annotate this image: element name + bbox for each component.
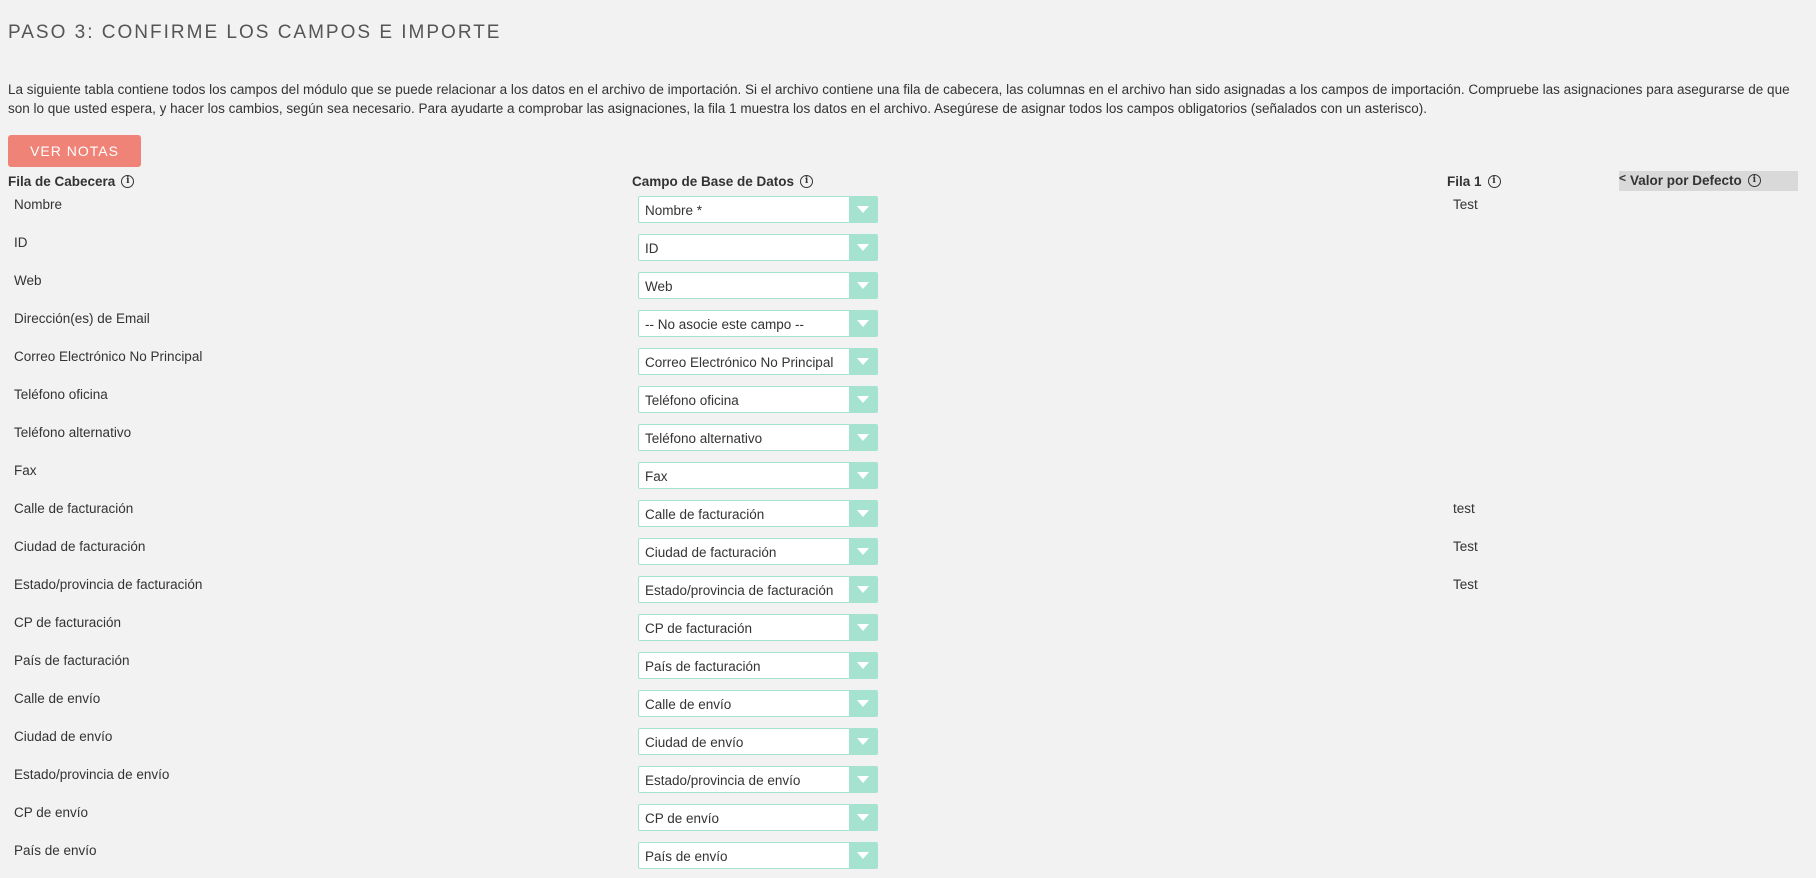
row1-column-header xyxy=(1447,173,1501,191)
db-field-label: Campo de Base de Datos xyxy=(632,174,795,189)
db-field-selected-value: Fax xyxy=(645,469,668,484)
row1-value: Test xyxy=(1453,577,1478,592)
db-field-selected-value: País de facturación xyxy=(645,659,761,674)
header-field-label: Fax xyxy=(14,463,37,478)
db-field-select[interactable] xyxy=(638,576,878,603)
header-field-label: Teléfono alternativo xyxy=(14,425,132,440)
chevron-down-icon[interactable] xyxy=(849,539,877,564)
db-field-select[interactable] xyxy=(638,652,878,679)
db-field-selected-value: Teléfono alternativo xyxy=(645,431,763,446)
db-field-select[interactable] xyxy=(638,842,878,869)
db-field-selected-value: Nombre * xyxy=(645,203,703,218)
db-field-select[interactable] xyxy=(638,804,878,831)
db-field-select[interactable] xyxy=(638,196,878,223)
db-field-selected-value: CP de envío xyxy=(645,811,720,826)
db-field-column-header xyxy=(632,173,813,191)
db-field-select[interactable] xyxy=(638,614,878,641)
table-row xyxy=(0,346,1816,384)
header-field-label: País de facturación xyxy=(14,653,130,668)
chevron-down-icon[interactable] xyxy=(849,197,877,222)
header-field-label: Estado/provincia de envío xyxy=(14,767,170,782)
chevron-down-icon[interactable] xyxy=(849,501,877,526)
db-field-selected-value: Ciudad de envío xyxy=(645,735,744,750)
info-icon[interactable]: i xyxy=(1748,174,1761,187)
db-field-select[interactable] xyxy=(638,234,878,261)
header-row-column-header xyxy=(8,173,134,191)
page-title: PASO 3: CONFIRME LOS CAMPOS E IMPORTE xyxy=(8,22,502,43)
chevron-down-icon[interactable] xyxy=(849,577,877,602)
chevron-down-icon[interactable] xyxy=(849,615,877,640)
header-field-label: Web xyxy=(14,273,42,288)
db-field-select[interactable] xyxy=(638,538,878,565)
table-row xyxy=(0,574,1816,612)
db-field-select[interactable] xyxy=(638,424,878,451)
chevron-down-icon[interactable] xyxy=(849,235,877,260)
row1-label: Fila 1 xyxy=(1447,174,1482,189)
table-row xyxy=(0,498,1816,536)
chevron-down-icon[interactable] xyxy=(849,729,877,754)
db-field-select[interactable] xyxy=(638,462,878,489)
header-field-label: Nombre xyxy=(14,197,63,212)
info-icon[interactable]: i xyxy=(121,175,134,188)
header-field-label: Calle de facturación xyxy=(14,501,134,516)
db-field-select[interactable] xyxy=(638,272,878,299)
db-field-selected-value: Estado/provincia de envío xyxy=(645,773,801,788)
chevron-down-icon[interactable] xyxy=(849,273,877,298)
header-field-label: Ciudad de facturación xyxy=(14,539,146,554)
header-field-label: CP de facturación xyxy=(14,615,122,630)
db-field-select[interactable] xyxy=(638,728,878,755)
chevron-down-icon[interactable] xyxy=(849,767,877,792)
chevron-down-icon[interactable] xyxy=(849,691,877,716)
header-field-label: Dirección(es) de Email xyxy=(14,311,150,326)
db-field-selected-value: Calle de facturación xyxy=(645,507,765,522)
db-field-selected-value: Estado/provincia de facturación xyxy=(645,583,834,598)
chevron-down-icon[interactable] xyxy=(849,463,877,488)
header-field-label: Correo Electrónico No Principal xyxy=(14,349,203,364)
header-row-label: Fila de Cabecera xyxy=(8,174,116,189)
chevron-down-icon[interactable] xyxy=(849,805,877,830)
chevron-down-icon[interactable] xyxy=(849,843,877,868)
chevron-down-icon[interactable] xyxy=(849,349,877,374)
mapping-table xyxy=(0,194,1816,878)
row1-value: Test xyxy=(1453,197,1478,212)
header-field-label: CP de envío xyxy=(14,805,89,820)
db-field-selected-value: Calle de envío xyxy=(645,697,732,712)
chevron-down-icon[interactable] xyxy=(849,653,877,678)
default-value-column-header[interactable] xyxy=(1619,171,1798,191)
chevron-left-icon[interactable]: < xyxy=(1619,171,1627,185)
table-row xyxy=(0,612,1816,650)
row1-value: Test xyxy=(1453,539,1478,554)
table-row xyxy=(0,460,1816,498)
header-field-label: Teléfono oficina xyxy=(14,387,108,402)
db-field-select[interactable] xyxy=(638,766,878,793)
chevron-down-icon[interactable] xyxy=(849,311,877,336)
table-row xyxy=(0,764,1816,802)
table-row xyxy=(0,536,1816,574)
table-row xyxy=(0,422,1816,460)
db-field-select[interactable] xyxy=(638,348,878,375)
table-row xyxy=(0,232,1816,270)
table-row xyxy=(0,688,1816,726)
chevron-down-icon[interactable] xyxy=(849,387,877,412)
db-field-selected-value: CP de facturación xyxy=(645,621,753,636)
db-field-select[interactable] xyxy=(638,500,878,527)
table-row xyxy=(0,802,1816,840)
db-field-selected-value: País de envío xyxy=(645,849,728,864)
table-row xyxy=(0,308,1816,346)
db-field-selected-value: -- No asocie este campo -- xyxy=(645,317,805,332)
header-field-label: Ciudad de envío xyxy=(14,729,113,744)
table-row xyxy=(0,726,1816,764)
db-field-selected-value: Correo Electrónico No Principal xyxy=(645,355,834,370)
table-row xyxy=(0,194,1816,232)
info-icon[interactable]: i xyxy=(1488,175,1501,188)
table-row xyxy=(0,384,1816,422)
info-icon[interactable]: i xyxy=(800,175,813,188)
db-field-selected-value: ID xyxy=(645,241,659,256)
header-field-label: ID xyxy=(14,235,28,250)
table-row xyxy=(0,840,1816,878)
header-field-label: Calle de envío xyxy=(14,691,101,706)
table-row xyxy=(0,650,1816,688)
view-notes-button[interactable]: VER NOTAS xyxy=(8,135,141,167)
db-field-select[interactable] xyxy=(638,386,878,413)
db-field-selected-value: Web xyxy=(645,279,673,294)
page-description: La siguiente tabla contiene todos los campos del módulo que se puede relacionar a los datos en el archivo de importación. Si el archivo contiene una fila de cabecera, las columnas en el archivo han sido asignadas a los campos de importación. Compruebe las asignaciones para asegurarse de que son lo que usted espera, y hacer los cambios, según sea necesario. Para ayudarte a comprobar las asignaciones, la fila 1 muestra los datos en el archivo. Asegúrese de asignar todos los campos obligatorios (señalados con un asterisco). xyxy=(8,82,1790,116)
db-field-select[interactable] xyxy=(638,310,878,337)
header-field-label: Estado/provincia de facturación xyxy=(14,577,203,592)
row1-value: test xyxy=(1453,501,1475,516)
db-field-selected-value: Teléfono oficina xyxy=(645,393,739,408)
table-row xyxy=(0,270,1816,308)
chevron-down-icon[interactable] xyxy=(849,425,877,450)
db-field-selected-value: Ciudad de facturación xyxy=(645,545,777,560)
db-field-select[interactable] xyxy=(638,690,878,717)
header-field-label: País de envío xyxy=(14,843,97,858)
default-value-label: Valor por Defecto xyxy=(1630,173,1742,188)
